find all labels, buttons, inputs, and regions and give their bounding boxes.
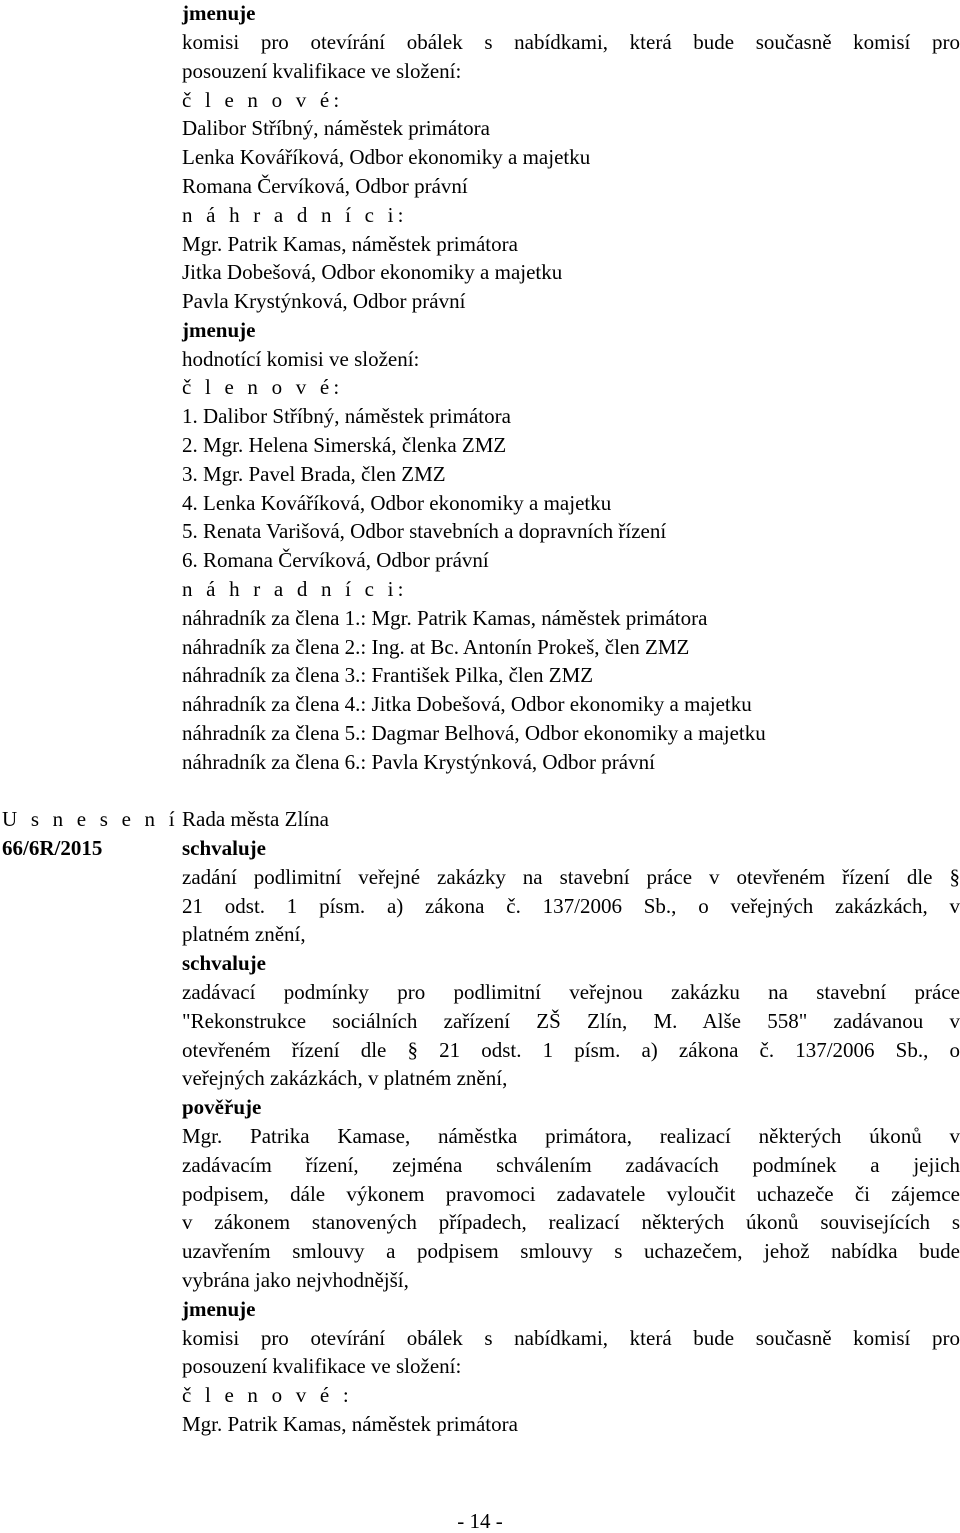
paragraph-line: veřejných zakázkách, v platném znění, xyxy=(182,1066,508,1090)
member: Lenka Kováříková, Odbor ekonomiky a majetku xyxy=(182,145,591,169)
resolution-number: 66/6R/2015 xyxy=(2,836,103,860)
paragraph-line: "Rekonstrukce sociálních zařízení ZŠ Zlín, M. Alše 558" zadávanou v xyxy=(182,1009,960,1033)
eval-member: 3. Mgr. Pavel Brada, člen ZMZ xyxy=(182,462,446,486)
eval-member: 1. Dalibor Stříbný, náměstek primátora xyxy=(182,404,511,428)
members-label: č l e n o v é : xyxy=(182,1383,353,1407)
eval-member: 6. Romana Červíková, Odbor právní xyxy=(182,548,489,572)
paragraph-line: posouzení kvalifikace ve složení: xyxy=(182,1354,462,1378)
paragraph-line: v zákonem stanovených případech, realizací některých úkonů souvisejících s xyxy=(182,1210,960,1234)
eval-commission-text: hodnotící komisi ve složení: xyxy=(182,347,420,371)
paragraph-line: 21 odst. 1 písm. a) zákona č. 137/2006 Sb., o veřejných zakázkách, v xyxy=(182,894,960,918)
eval-member: 2. Mgr. Helena Simerská, členka ZMZ xyxy=(182,433,507,457)
paragraph-line: uzavřením smlouvy a podpisem smlouvy s uchazečem, jehož nabídka bude xyxy=(182,1239,960,1263)
eval-substitute: náhradník za člena 6.: Pavla Krystýnková, Odbor právní xyxy=(182,750,655,774)
substitute: Pavla Krystýnková, Odbor právní xyxy=(182,289,466,313)
members-label: č l e n o v é: xyxy=(182,88,344,112)
page-number: - 14 - xyxy=(457,1509,503,1533)
paragraph-line: vybrána jako nejvhodnější, xyxy=(182,1268,409,1292)
commission-text: posouzení kvalifikace ve složení: xyxy=(182,59,462,83)
paragraph-line: zadávací podmínky pro podlimitní veřejnou zakázku na stavební práce xyxy=(182,980,960,1004)
commission-text: komisi pro otevírání obálek s nabídkami, která bude současně komisí pro xyxy=(182,30,960,54)
member: Romana Červíková, Odbor právní xyxy=(182,174,468,198)
jmenuje-heading: jmenuje xyxy=(182,1297,256,1321)
paragraph-line: otevřeném řízení dle § 21 odst. 1 písm. a) zákona č. 137/2006 Sb., o xyxy=(182,1038,960,1062)
substitutes-label: n á h r a d n í c i: xyxy=(182,203,408,227)
substitutes-label: n á h r a d n í c i: xyxy=(182,577,408,601)
substitute: Mgr. Patrik Kamas, náměstek primátora xyxy=(182,232,518,256)
paragraph-line: zadání podlimitní veřejné zakázky na stavební práce v otevřeném řízení dle § xyxy=(182,865,960,889)
schvaluje-heading: schvaluje xyxy=(182,951,266,975)
eval-member: 4. Lenka Kováříková, Odbor ekonomiky a majetku xyxy=(182,491,612,515)
eval-substitute: náhradník za člena 4.: Jitka Dobešová, Odbor ekonomiky a majetku xyxy=(182,692,752,716)
paragraph-line: komisi pro otevírání obálek s nabídkami, která bude současně komisí pro xyxy=(182,1326,960,1350)
paragraph-line: platném znění, xyxy=(182,922,306,946)
eval-member: 5. Renata Varišová, Odbor stavebních a dopravních řízení xyxy=(182,519,667,543)
paragraph-line: Mgr. Patrika Kamase, náměstka primátora, realizací některých úkonů v xyxy=(182,1124,960,1148)
eval-substitute: náhradník za člena 5.: Dagmar Belhová, Odbor ekonomiky a majetku xyxy=(182,721,766,745)
eval-substitute: náhradník za člena 3.: František Pilka, člen ZMZ xyxy=(182,663,594,687)
member: Mgr. Patrik Kamas, náměstek primátora xyxy=(182,1412,518,1436)
paragraph-line: zadávacím řízení, zejména schválením zadávacích podmínek a jejich xyxy=(182,1153,960,1177)
eval-substitute: náhradník za člena 1.: Mgr. Patrik Kamas, náměstek primátora xyxy=(182,606,708,630)
jmenuje-heading: jmenuje xyxy=(182,318,256,342)
paragraph-line: podpisem, dále výkonem pravomoci zadavatele vyloučit uchazeče či zájemce xyxy=(182,1182,960,1206)
schvaluje-heading: schvaluje xyxy=(182,836,266,860)
council-name: Rada města Zlína xyxy=(182,807,329,831)
eval-substitute: náhradník za člena 2.: Ing. at Bc. Antonín Prokeš, člen ZMZ xyxy=(182,635,690,659)
substitute: Jitka Dobešová, Odbor ekonomiky a majetku xyxy=(182,260,563,284)
jmenuje-heading: jmenuje xyxy=(182,1,256,25)
resolution-label: U s n e s e n í xyxy=(2,807,179,831)
poveruje-heading: pověřuje xyxy=(182,1095,262,1119)
members-label: č l e n o v é: xyxy=(182,375,344,399)
member: Dalibor Stříbný, náměstek primátora xyxy=(182,116,490,140)
